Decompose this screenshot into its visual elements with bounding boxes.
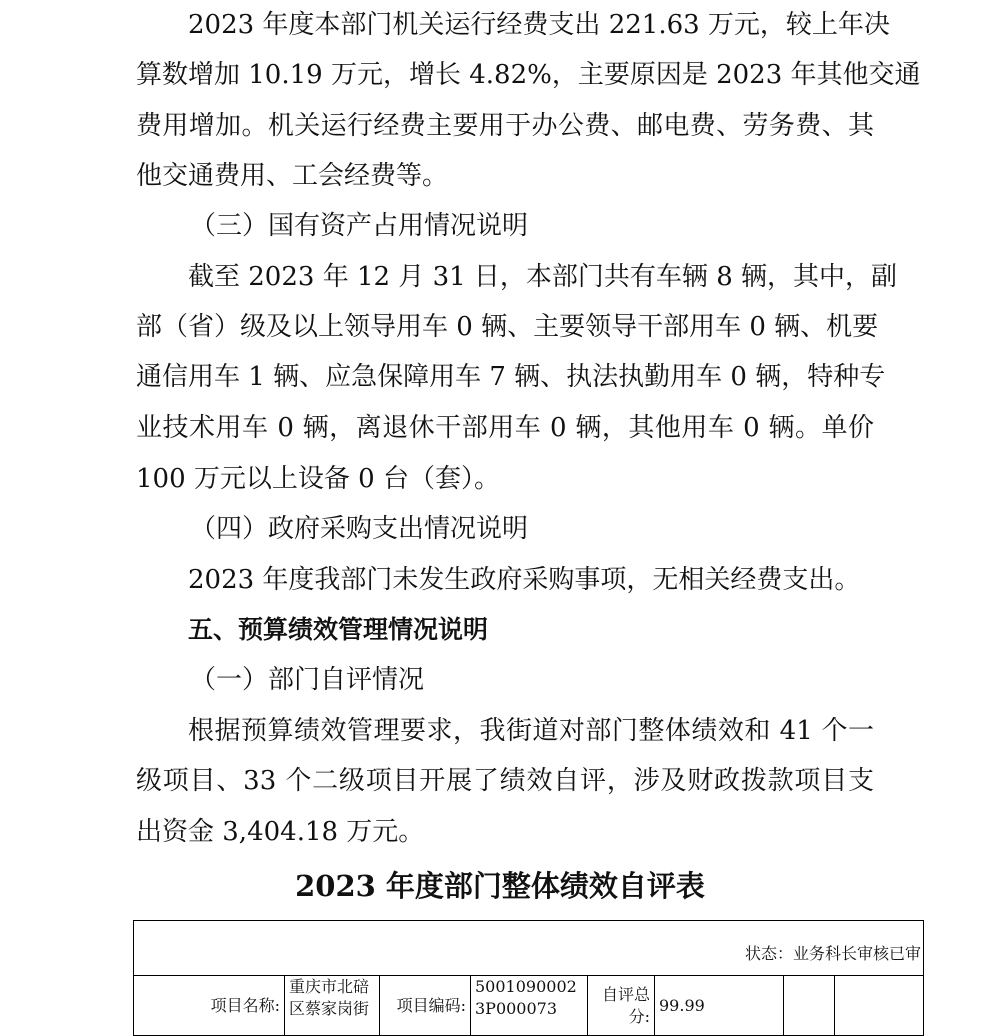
project-code-value: 50010900023P000073 bbox=[471, 976, 588, 1036]
chapter-heading: 五、预算绩效管理情况说明 bbox=[188, 615, 489, 644]
paragraph-line: 截至 2023 年 12 月 31 日，本部门共有车辆 8 辆，其中，副 bbox=[188, 262, 897, 292]
status-text: 状态：业务科长审核已审 bbox=[134, 921, 924, 976]
section-heading: （四）政府采购支出情况说明 bbox=[190, 514, 529, 544]
project-name-label: 项目名称: bbox=[134, 976, 285, 1036]
paragraph-line: 部（省）级及以上领导用车 0 辆、主要领导干部用车 0 辆、机要 bbox=[136, 312, 879, 342]
paragraph-line: 费用增加。机关运行经费主要用于办公费、邮电费、劳务费、其 bbox=[136, 111, 874, 141]
paragraph-line: 级项目、33 个二级项目开展了绩效自评，涉及财政拨款项目支 bbox=[136, 766, 874, 796]
paragraph-line: 通信用车 1 辆、应急保障用车 7 辆、执法执勤用车 0 辆，特种专 bbox=[136, 362, 886, 392]
score-value: 99.99 bbox=[655, 976, 784, 1036]
score-label: 自评总分: bbox=[588, 976, 655, 1036]
section-heading: （一）部门自评情况 bbox=[190, 665, 425, 695]
table-title: 2023 年度部门整体绩效自评表 bbox=[295, 869, 705, 903]
self-evaluation-table bbox=[133, 920, 924, 1036]
paragraph-line: 出资金 3,404.18 万元。 bbox=[136, 817, 425, 847]
paragraph-line: 2023 年度我部门未发生政府采购事项，无相关经费支出。 bbox=[188, 565, 861, 595]
project-name-value: 重庆市北碚区蔡家岗街 bbox=[285, 976, 380, 1036]
section-heading: （三）国有资产占用情况说明 bbox=[190, 211, 529, 241]
paragraph-line: 他交通费用、工会经费等。 bbox=[136, 161, 449, 191]
paragraph-line: 业技术用车 0 辆，离退休干部用车 0 辆，其他用车 0 辆。单价 bbox=[136, 413, 874, 443]
paragraph-line: 算数增加 10.19 万元，增长 4.82%，主要原因是 2023 年其他交通 bbox=[136, 60, 921, 90]
project-code-label: 项目编码: bbox=[380, 976, 471, 1036]
empty-cell bbox=[835, 976, 924, 1036]
paragraph-line: 2023 年度本部门机关运行经费支出 221.63 万元，较上年决 bbox=[188, 10, 890, 40]
paragraph-line: 100 万元以上设备 0 台（套）。 bbox=[136, 464, 500, 494]
empty-cell bbox=[784, 976, 835, 1036]
paragraph-line: 根据预算绩效管理要求，我街道对部门整体绩效和 41 个一 bbox=[188, 716, 874, 746]
